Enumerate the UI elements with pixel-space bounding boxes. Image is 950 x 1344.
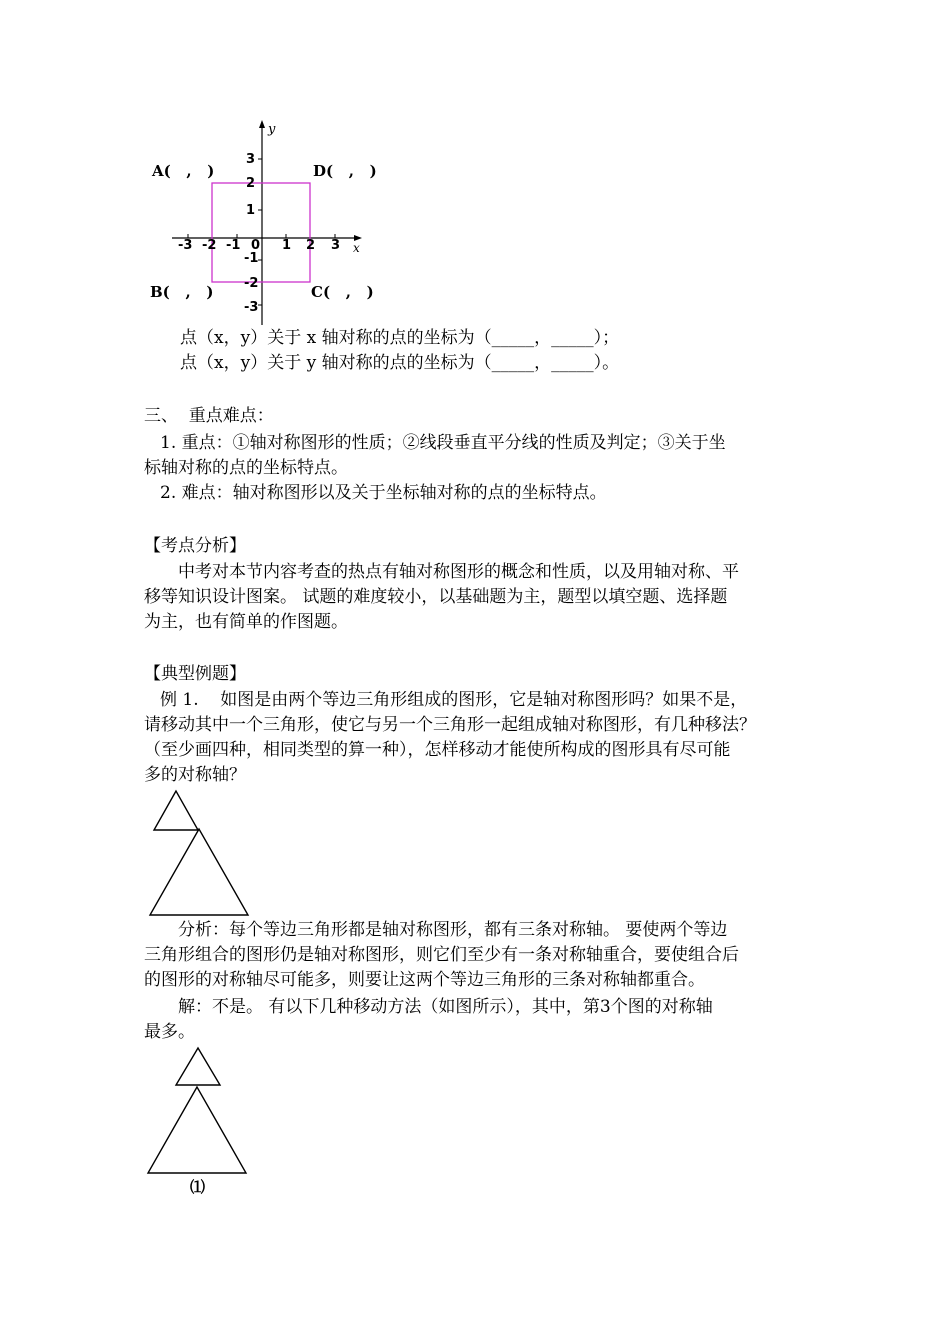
- y-axis-arrow: [259, 120, 265, 128]
- y-tick-label: -3: [244, 300, 259, 315]
- x-tick-label: 3: [331, 238, 341, 253]
- small-triangle: [176, 1048, 220, 1085]
- section3-item1-line2: 标轴对称的点的坐标特点。: [144, 458, 348, 478]
- y-tick-label: 2: [246, 176, 256, 191]
- x-tick-label: -2: [202, 238, 217, 253]
- symmetry-y-text: 点（x，y）关于 y 轴对称的点的坐标为（_____，_____）。: [180, 353, 620, 373]
- section3-item2: 2. 难点：轴对称图形以及关于坐标轴对称的点的坐标特点。: [160, 483, 607, 503]
- example1-line1: 例 1. 如图是由两个等边三角形组成的图形，它是轴对称图形吗？如果不是，: [160, 690, 748, 710]
- example-triangles-figure: [145, 788, 255, 920]
- section3-heading: 三、 重点难点：: [144, 406, 274, 426]
- symmetry-x-text: 点（x，y）关于 x 轴对称的点的坐标为（_____，_____）；: [180, 328, 620, 348]
- analysis-paragraph-line3: 的图形的对称轴尽可能多，则要让这两个等边三角形的三条对称轴都重合。: [144, 970, 705, 990]
- x-tick-label: 2: [306, 238, 316, 253]
- analysis-line3: 为主，也有简单的作图题。: [144, 612, 348, 632]
- y-tick-label: 1: [246, 203, 256, 218]
- x-tick-label: 0: [251, 238, 261, 253]
- solution-figure-1: [143, 1045, 253, 1195]
- y-tick-label: 3: [246, 152, 256, 167]
- point-b-label: B( , ): [150, 283, 214, 301]
- example1-line4: 多的对称轴？: [144, 765, 246, 785]
- analysis-line2: 移等知识设计图案。 试题的难度较小，以基础题为主，题型以填空题、选择题: [144, 587, 728, 607]
- large-triangle: [148, 1087, 246, 1173]
- x-tick-label: -3: [178, 238, 193, 253]
- solution-line1: 解：不是。 有以下几种移动方法（如图所示），其中，第3个图的对称轴: [178, 997, 713, 1017]
- solution-line2: 最多。: [144, 1022, 195, 1042]
- y-tick-label: -1: [244, 251, 259, 266]
- analysis-line1: 中考对本节内容考查的热点有轴对称图形的概念和性质，以及用轴对称、平: [178, 562, 739, 582]
- x-axis-label: x: [353, 241, 360, 255]
- figure-1-label: ⑴: [190, 1178, 206, 1195]
- small-triangle: [154, 791, 198, 830]
- large-triangle: [150, 829, 248, 915]
- section3-item1-line1: 1. 重点：①轴对称图形的性质；②线段垂直平分线的性质及判定；③关于坐: [160, 433, 726, 453]
- x-tick-label: 1: [282, 238, 292, 253]
- symmetry-square: [212, 183, 310, 282]
- point-d-label: D( , ): [313, 162, 377, 180]
- analysis-paragraph-line1: 分析：每个等边三角形都是轴对称图形，都有三条对称轴。 要使两个等边: [178, 920, 728, 940]
- y-tick-label: -2: [244, 276, 259, 291]
- analysis-paragraph-line2: 三角形组合的图形仍是轴对称图形，则它们至少有一条对称轴重合，要使组合后: [144, 945, 739, 965]
- coordinate-figure: [140, 115, 390, 330]
- examples-heading: 【典型例题】: [144, 664, 246, 684]
- y-axis-label: y: [268, 122, 276, 137]
- example1-line2: 请移动其中一个三角形，使它与另一个三角形一起组成轴对称图形，有几种移法？: [144, 715, 756, 735]
- analysis-heading: 【考点分析】: [144, 536, 246, 556]
- point-a-label: A( , ): [152, 162, 215, 180]
- point-c-label: C( , ): [311, 283, 374, 301]
- example1-line3: （至少画四种，相同类型的算一种），怎样移动才能使所构成的图形具有尽可能: [144, 740, 731, 760]
- x-tick-label: -1: [226, 238, 241, 253]
